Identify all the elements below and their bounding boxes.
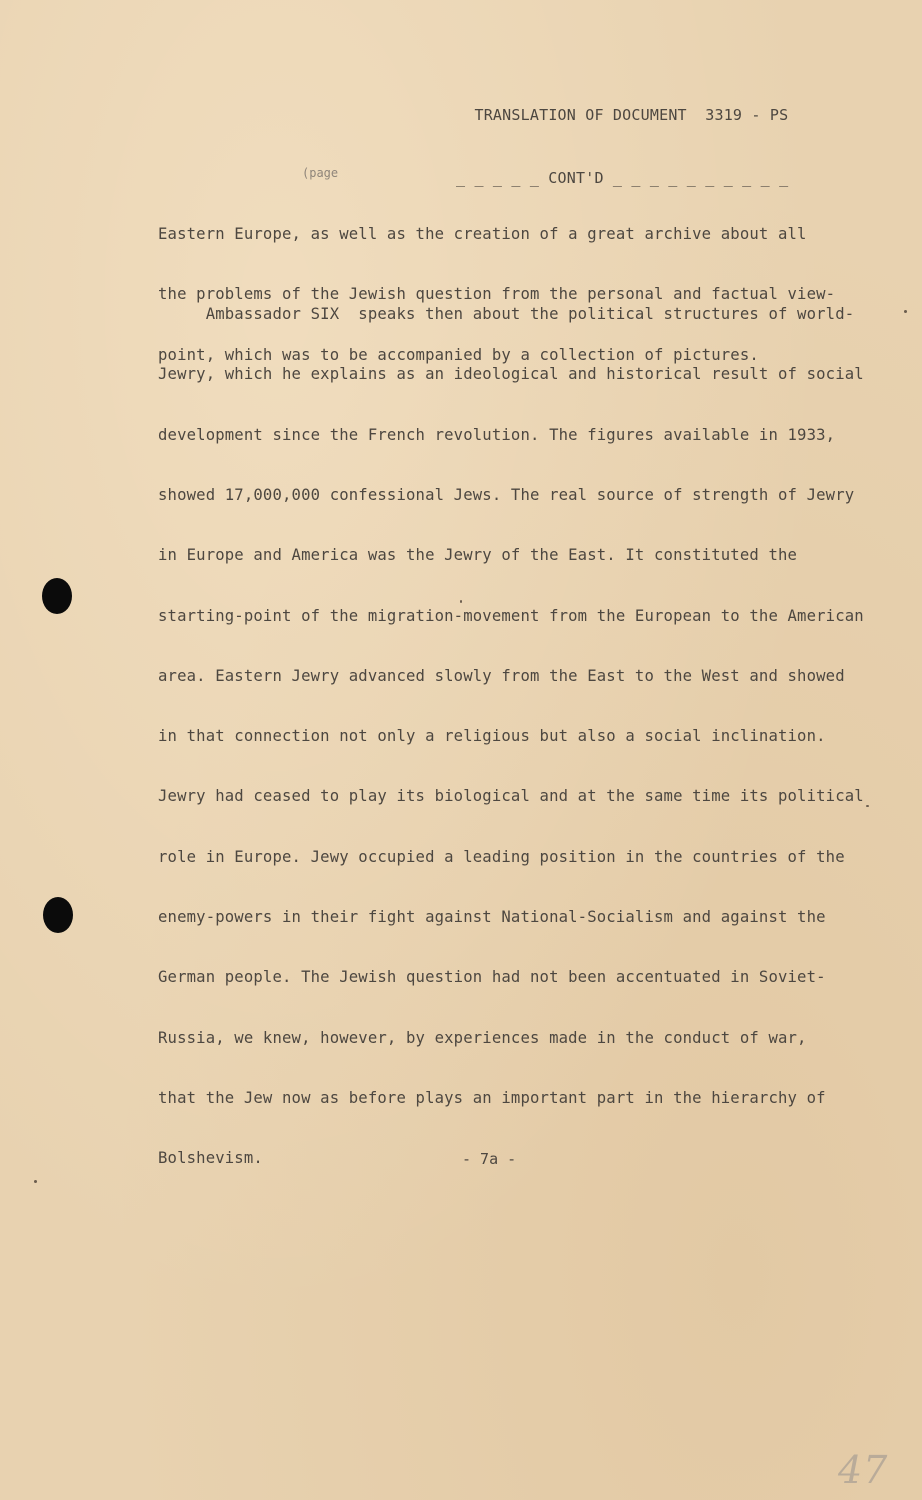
text-line: starting-point of the migration-movement from the European to the American <box>158 606 864 625</box>
punch-hole-bottom <box>43 897 73 933</box>
text-line: role in Europe. Jewy occupied a leading position in the countries of the <box>158 847 845 866</box>
text-line: development since the French revolution. The figures available in 1933, <box>158 425 836 444</box>
punch-hole-top <box>42 578 72 614</box>
handwritten-page-number: 47 <box>838 1448 889 1492</box>
paper-speck <box>904 310 907 313</box>
text-line: Jewry had ceased to play its biological and at the same time its political <box>158 787 864 806</box>
text-line: Eastern Europe, as well as the creation of a great archive about all <box>158 225 807 244</box>
text-line: point, which was to be accompanied by a collection of pictures. <box>158 345 759 364</box>
paper-speck <box>866 805 869 807</box>
paper-speck <box>460 600 462 603</box>
paper-speck <box>34 1180 37 1183</box>
text-line: area. Eastern Jewry advanced slowly from the East to the West and showed <box>158 666 845 685</box>
text-line: Jewry, which he explains as an ideological and historical result of social <box>158 365 864 384</box>
paragraph-2 <box>158 264 878 1188</box>
text-line: the problems of the Jewish question from the personal and factual view- <box>158 285 836 304</box>
text-line: showed 17,000,000 confessional Jews. The real source of strength of Jewry <box>158 486 855 505</box>
header-subtitle: _ _ _ _ _ CONT'D _ _ _ _ _ _ _ _ _ _ <box>456 169 789 187</box>
text-line: that the Jew now as before plays an important part in the hierarchy of <box>158 1088 826 1107</box>
faint-fragment: (page <box>302 166 339 180</box>
text-line: Russia, we knew, however, by experiences made in the conduct of war, <box>158 1028 807 1047</box>
page-number: - 7a - <box>462 1150 517 1168</box>
text-line: German people. The Jewish question had not been accentuated in Soviet- <box>158 968 826 987</box>
header-title: TRANSLATION OF DOCUMENT 3319 - PS <box>474 106 789 124</box>
text-line: in Europe and America was the Jewry of the East. It constituted the <box>158 546 798 565</box>
text-line: Bolshevism. <box>158 1149 263 1168</box>
text-line: enemy-powers in their fight against National-Socialism and against the <box>158 908 826 926</box>
text-line: Ambassador SIX speaks then about the political structures of world- <box>158 305 855 324</box>
text-line: in that connection not only a religious but also a social inclination. <box>158 727 826 746</box>
